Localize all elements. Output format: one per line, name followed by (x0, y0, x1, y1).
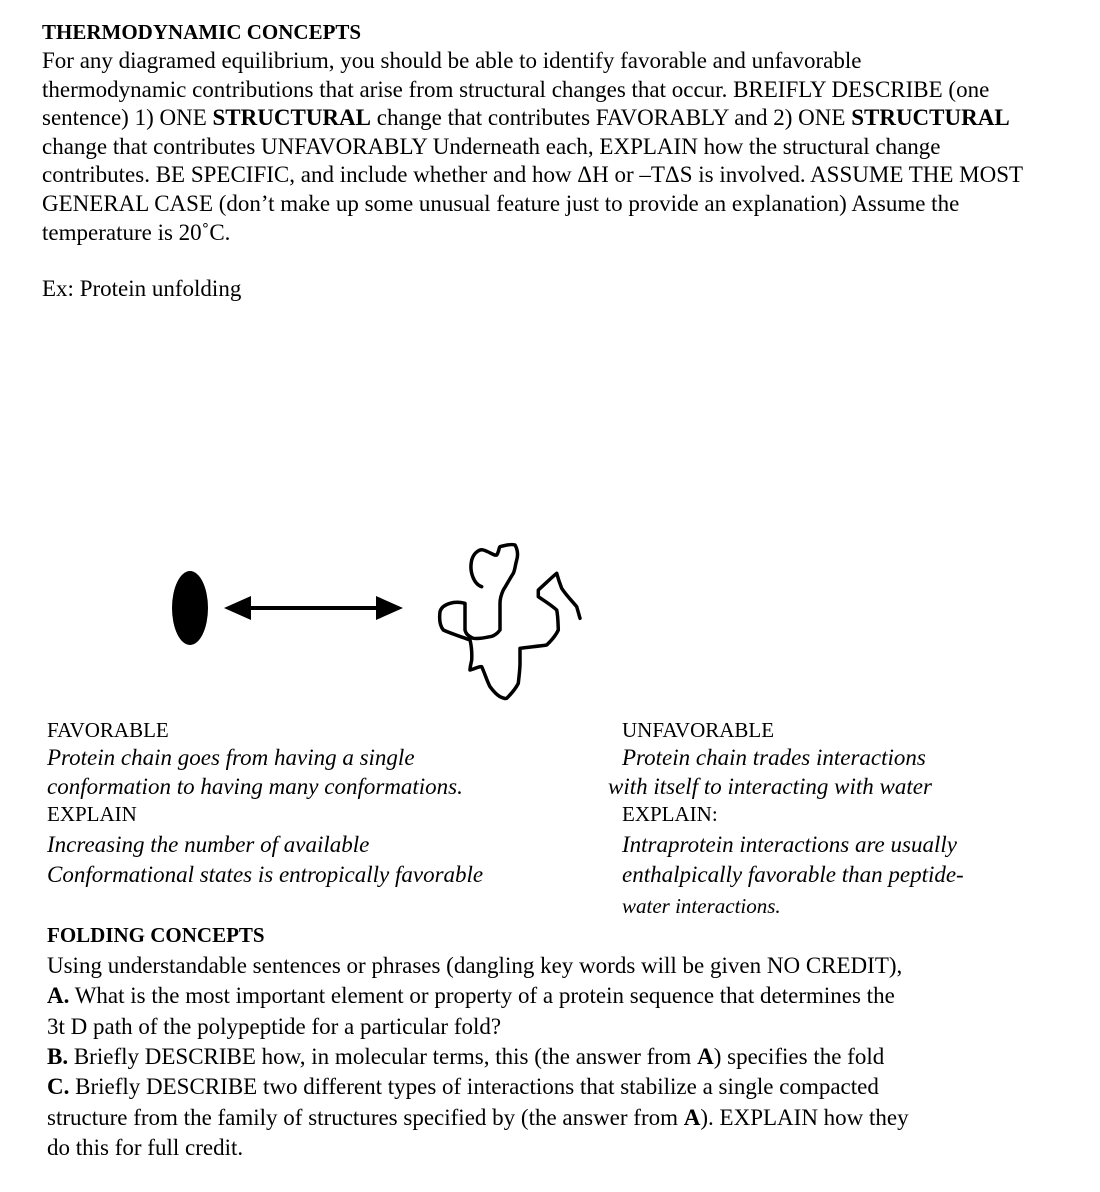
thermo-heading: THERMODYNAMIC CONCEPTS (42, 20, 362, 44)
favorable-answer-line-1: Protein chain goes from having a single (47, 745, 415, 770)
favorable-explain-line-2: Conformational states is entropically favorable (47, 862, 484, 887)
folding-heading: FOLDING CONCEPTS (47, 923, 265, 947)
folding-line (47, 1073, 879, 1101)
folding-line (47, 1104, 909, 1132)
unfolded-protein-icon (440, 545, 580, 699)
bold-text: A (683, 1104, 701, 1130)
bold-text: C. (47, 1074, 70, 1100)
unfavorable-label: UNFAVORABLE (622, 718, 775, 742)
text: Briefly DESCRIBE how, in molecular terms, this (the answer from (68, 1043, 698, 1069)
favorable-answer-line-2: conformation to having many conformations. (47, 774, 463, 799)
text: ). EXPLAIN how they (700, 1104, 909, 1130)
text: Using understandable sentences or phrases (dangling key words will be given NO CREDIT), (47, 953, 903, 978)
text: contributes. BE SPECIFIC, and include whether and how ΔH or –TΔS is involved. ASSUME THE MOST (42, 162, 1024, 188)
unfavorable-explain-line-1: Intraprotein interactions are usually (622, 832, 957, 857)
text: change that contributes UNFAVORABLY Underneath each, EXPLAIN how the structural change (42, 133, 941, 159)
bold-text: STRUCTURAL (212, 105, 371, 131)
folding-line (47, 1134, 243, 1162)
text: structure from the family of structures specified by (the answer from (47, 1104, 684, 1130)
text: thermodynamic contributions that arise from structural changes that occur. BREIFLY DESCRIBE (one (42, 76, 990, 102)
bold-text: A (697, 1043, 714, 1069)
text: Briefly DESCRIBE two different types of interactions that stabilize a single compacted (69, 1074, 879, 1100)
unfavorable-answer-line-2: with itself to interacting with water (608, 774, 932, 799)
favorable-explain-line-1: Increasing the number of available (47, 832, 370, 857)
text: sentence) 1) ONE (42, 105, 213, 131)
folded-protein-icon (172, 571, 208, 645)
double-arrow-icon (224, 596, 403, 620)
text: For any diagramed equilibrium, you should be able to identify favorable and unfavorable (42, 48, 862, 73)
text: change that contributes FAVORABLY and 2) ONE (371, 105, 852, 131)
text: temperature is 20˚C. (42, 219, 231, 245)
text: 3t D path of the polypeptide for a particular fold? (47, 1013, 502, 1039)
unfavorable-explain-line-3: water interactions. (622, 894, 781, 918)
unfavorable-answer-line-1: Protein chain trades interactions (622, 745, 926, 770)
text: do this for full credit. (47, 1134, 244, 1160)
folding-line (47, 952, 902, 980)
text: ) specifies the fold (713, 1043, 885, 1069)
folding-line (47, 1043, 884, 1071)
text: GENERAL CASE (don’t make up some unusual feature just to provide an explanation) Assume the (42, 191, 960, 216)
bold-text: A. (47, 983, 70, 1009)
unfavorable-explain-label: EXPLAIN: (622, 802, 718, 826)
unfavorable-explain-line-2: enthalpically favorable than peptide- (622, 862, 964, 887)
folding-line (47, 1013, 501, 1041)
bold-text: STRUCTURAL (851, 105, 1010, 131)
bold-text: B. (47, 1043, 69, 1069)
example-label: Ex: Protein unfolding (42, 276, 242, 301)
favorable-explain-label: EXPLAIN (47, 802, 137, 826)
favorable-label: FAVORABLE (47, 718, 169, 742)
folding-line (47, 982, 895, 1010)
text: What is the most important element or property of a protein sequence that determines the (69, 983, 895, 1009)
